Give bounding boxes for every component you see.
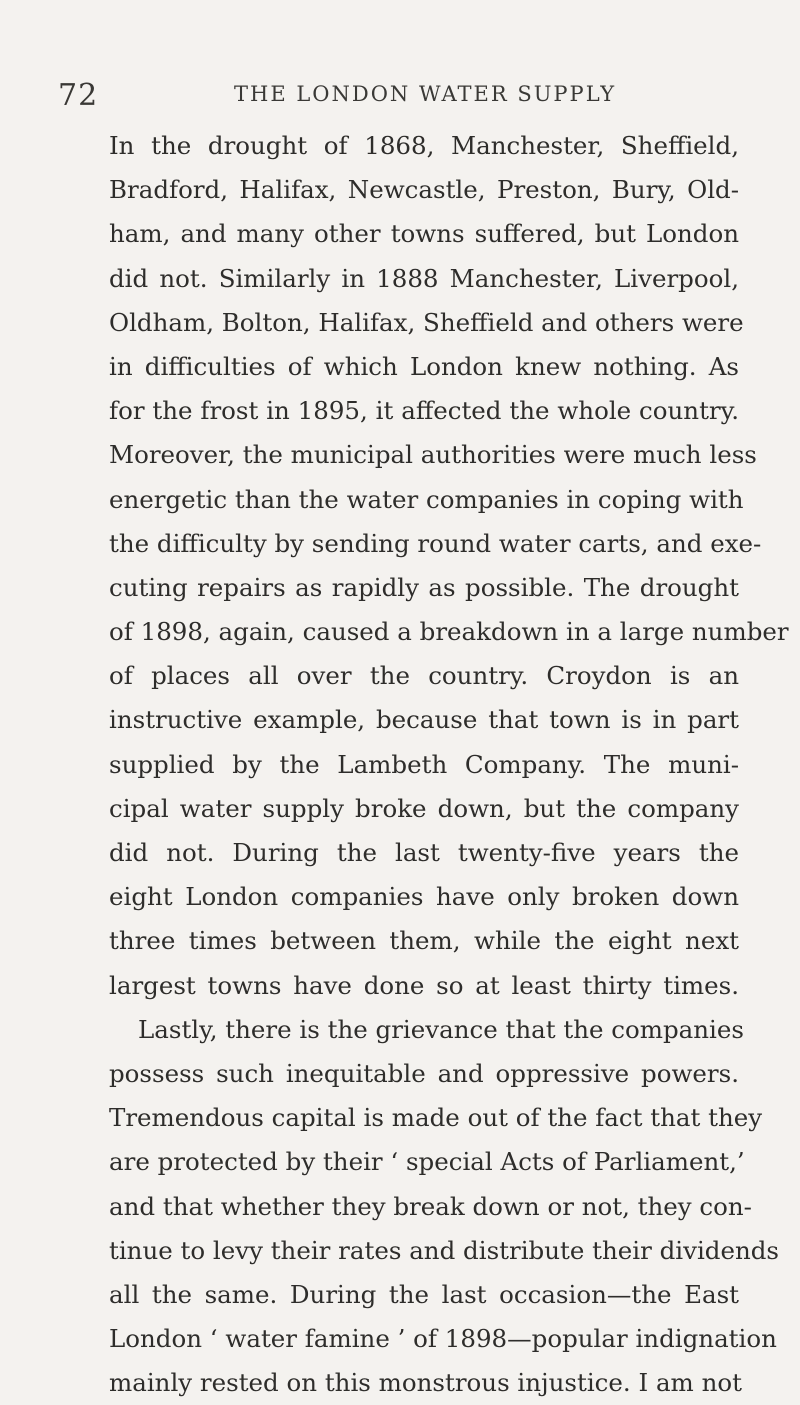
text-line: did not. During the last twenty-five years the bbox=[109, 838, 739, 867]
running-head: THE LONDON WATER SUPPLY bbox=[234, 82, 617, 106]
text-line: energetic than the water companies in coping with bbox=[109, 484, 744, 514]
page-number: 72 bbox=[58, 78, 99, 113]
page-header bbox=[0, 78, 800, 118]
text-line: in difficulties of which London knew nothing. As bbox=[109, 351, 739, 381]
text-line: supplied by the Lambeth Company. The muni- bbox=[109, 749, 739, 779]
text-line: all the same. During the last occasion—the East bbox=[109, 1279, 739, 1309]
paragraph-first-line: Lastly, there is the grievance that the companies bbox=[138, 1014, 744, 1044]
text-line: cuting repairs as rapidly as possible. The drought bbox=[109, 572, 739, 602]
text-line: three times between them, while the eight next bbox=[109, 926, 739, 956]
text-line: Bradford, Halifax, Newcastle, Preston, Bury, Old- bbox=[109, 175, 739, 205]
text-line: London ‘ water famine ’ of 1898—popular indignation bbox=[109, 1324, 777, 1354]
text-line: did not. Similarly in 1888 Manchester, Liverpool, bbox=[109, 263, 739, 293]
text-line: Oldham, Bolton, Halifax, Sheffield and others were bbox=[109, 307, 744, 337]
text-line: largest towns have done so at least thirty times. bbox=[109, 970, 739, 1000]
text-line: eight London companies have only broken down bbox=[109, 882, 739, 912]
text-line: are protected by their ‘ special Acts of Parliament,’ bbox=[109, 1147, 745, 1177]
text-line: of 1898, again, caused a breakdown in a large number bbox=[109, 617, 789, 647]
text-line: In the drought of 1868, Manchester, Sheffield, bbox=[109, 131, 739, 160]
text-line: of places all over the country. Croydon is an bbox=[109, 661, 739, 691]
text-line: the difficulty by sending round water carts, and exe- bbox=[109, 528, 762, 558]
text-line: Moreover, the municipal authorities were much less bbox=[109, 440, 757, 470]
text-line: possess such inequitable and oppressive powers. bbox=[109, 1058, 739, 1088]
body-text bbox=[109, 124, 789, 1405]
text-line: tinue to levy their rates and distribute their dividends bbox=[109, 1235, 780, 1265]
text-line: instructive example, because that town is in part bbox=[109, 705, 739, 735]
text-line: cipal water supply broke down, but the company bbox=[109, 793, 739, 823]
text-line: mainly rested on this monstrous injustice. I am not bbox=[109, 1368, 742, 1398]
text-line: and that whether they break down or not, they con- bbox=[109, 1191, 752, 1221]
text-line: for the frost in 1895, it affected the whole country. bbox=[109, 396, 739, 426]
text-line: Tremendous capital is made out of the fact that they bbox=[109, 1103, 763, 1133]
text-line: ham, and many other towns suffered, but London bbox=[109, 219, 739, 249]
